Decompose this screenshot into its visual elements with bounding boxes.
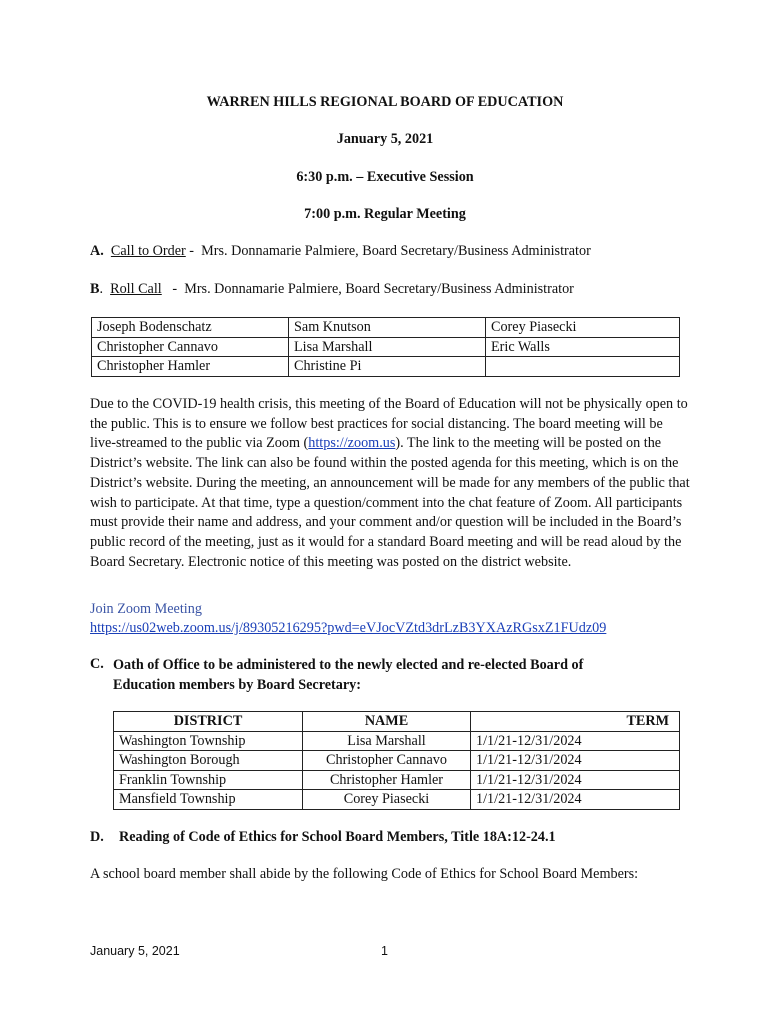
table-cell: Christine Pi <box>289 357 486 377</box>
item-b-title: Roll Call <box>110 281 162 297</box>
table-cell <box>486 357 680 377</box>
item-a-title: Call to Order <box>110 243 186 259</box>
table-cell: 1/1/21-12/31/2024 <box>471 731 680 751</box>
table-cell: 1/1/21-12/31/2024 <box>471 751 680 771</box>
zoom-home-link[interactable]: https://zoom.us <box>308 435 396 452</box>
regular-meeting-time: 7:00 p.m. Regular Meeting <box>304 206 466 222</box>
join-zoom-label: Join Zoom Meeting <box>90 601 202 617</box>
table-cell: Washington Township <box>114 731 303 751</box>
item-a-call-to-order <box>90 243 591 260</box>
table-cell: Corey Piasecki <box>303 790 471 810</box>
item-b-dot: . <box>99 281 104 297</box>
ethics-intro: A school board member shall abide by the following Code of Ethics for School Board Members: <box>90 866 639 882</box>
table-cell: Washington Borough <box>114 751 303 771</box>
table-cell: 1/1/21-12/31/2024 <box>471 790 680 810</box>
executive-session-time: 6:30 p.m. – Executive Session <box>296 169 474 185</box>
table-cell: Lisa Marshall <box>289 337 486 357</box>
table-row <box>92 357 680 377</box>
covid-notice-paragraph <box>90 395 690 572</box>
item-d-letter: D. <box>90 829 104 845</box>
page-number: 1 <box>381 944 388 958</box>
item-c-letter: C. <box>90 656 104 672</box>
table-cell: 1/1/21-12/31/2024 <box>471 770 680 790</box>
table-row <box>92 318 680 338</box>
table-row <box>114 770 680 790</box>
document-title: WARREN HILLS REGIONAL BOARD OF EDUCATION <box>206 94 564 110</box>
table-cell: Christopher Cannavo <box>303 751 471 771</box>
column-header-name: NAME <box>303 712 471 732</box>
table-cell: Lisa Marshall <box>303 731 471 751</box>
item-b-roll-call <box>90 281 574 298</box>
table-cell: Christopher Hamler <box>303 770 471 790</box>
covid-text-1: Due to the COVID-19 health crisis, this meeting of the Board of Education will not be physically open to the public. This is to ensure we follow best practices for social distancing. The board meeting will be live-streamed to the public via Zoom ( <box>90 396 688 452</box>
table-row <box>92 337 680 357</box>
item-b-letter: B <box>90 281 100 297</box>
table-cell: Eric Walls <box>486 337 680 357</box>
table-row <box>114 731 680 751</box>
table-cell: Christopher Cannavo <box>92 337 289 357</box>
item-c-heading <box>113 656 583 695</box>
meeting-date: January 5, 2021 <box>336 131 434 147</box>
item-c-line-1: Oath of Office to be administered to the newly elected and re-elected Board of <box>113 657 584 673</box>
item-d-heading: Reading of Code of Ethics for School Board Members, Title 18A:12-24.1 <box>119 829 556 845</box>
table-cell: Corey Piasecki <box>486 318 680 338</box>
zoom-meeting-link[interactable]: https://us02web.zoom.us/j/89305216295?pwd=eVJocVZtd3drLzB3YXAzRGsxZ1FUdz09 <box>90 620 607 636</box>
table-row <box>114 790 680 810</box>
table-cell: Franklin Township <box>114 770 303 790</box>
item-a-letter: A. <box>90 243 104 259</box>
roll-call-table <box>91 317 680 377</box>
table-header-row <box>114 712 680 732</box>
footer-date: January 5, 2021 <box>90 944 180 958</box>
table-cell: Christopher Hamler <box>92 357 289 377</box>
item-c-line-2: Education members by Board Secretary: <box>113 676 361 693</box>
column-header-term: TERM <box>471 712 680 732</box>
column-header-district: DISTRICT <box>114 712 303 732</box>
item-a-text: - Mrs. Donnamarie Palmiere, Board Secretary/Business Administrator <box>185 243 591 259</box>
table-cell: Joseph Bodenschatz <box>92 318 289 338</box>
table-cell: Mansfield Township <box>114 790 303 810</box>
oath-table <box>113 711 680 810</box>
table-row <box>114 751 680 771</box>
table-cell: Sam Knutson <box>289 318 486 338</box>
covid-text-2: ). The link to the meeting will be posted on the District’s website. The link can also be found within the posted agenda for this meeting, which is on the District’s website. During the meeting, an announcement will be made for any members of the public that wish to participate. At that time, type a question/comment into the chat feature of Zoom. All participants must provide their name and address, and your comment and/or question will be included in the Board’s public record of the meeting, just as it would for a standard Board meeting and will be read aloud by the Board Secretary. Electronic notice of this meeting was posted on the district website. <box>90 435 690 570</box>
item-b-text: - Mrs. Donnamarie Palmiere, Board Secretary/Business Administrator <box>161 281 574 297</box>
